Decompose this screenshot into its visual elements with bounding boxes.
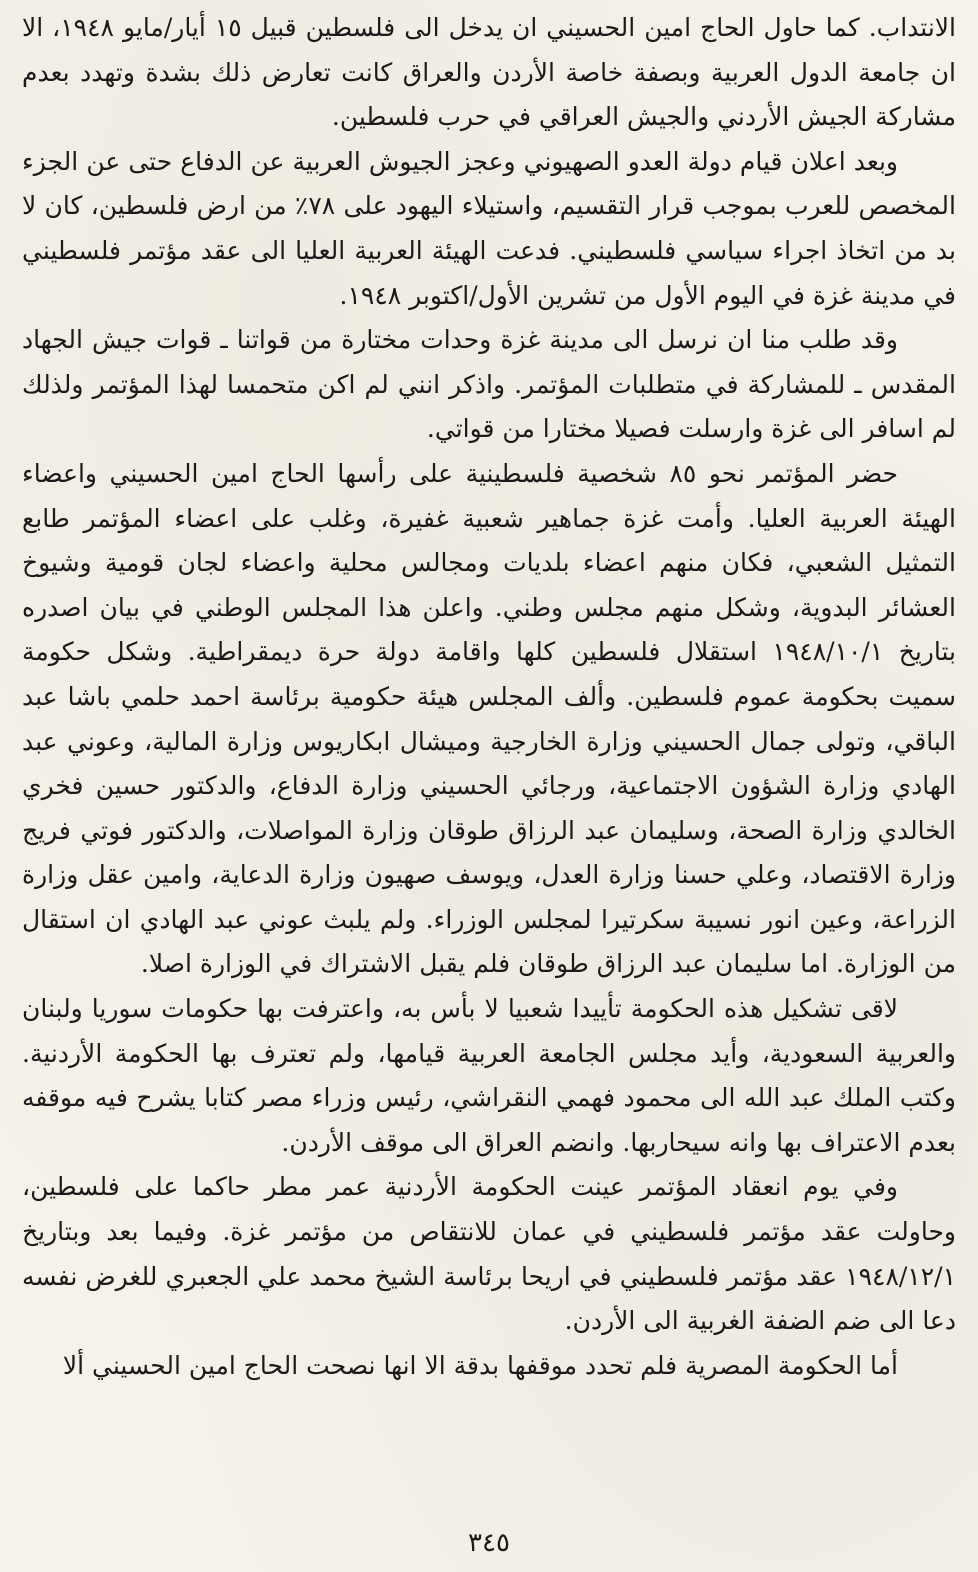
page-number: ٣٤٥ (468, 1528, 510, 1558)
paragraph-3: وقد طلب منا ان نرسل الى مدينة غزة وحدات مختارة من قواتنا ـ قوات جيش الجهاد المقدس ـ للمشاركة في متطلبات المؤتمر. واذكر انني لم اكن متحمسا لهذا المؤتمر ولذلك لم اسافر الى غزة وارسلت فصيلا مختارا من قواتي. (22, 325, 956, 444)
paragraph-7: أما الحكومة المصرية فلم تحدد موقفها بدقة الا انها نصحت الحاج امين الحسيني ألا (62, 1350, 898, 1380)
paragraph-6: وفي يوم انعقاد المؤتمر عينت الحكومة الأردنية عمر مطر حاكما على فلسطين، وحاولت عقد مؤتمر فلسطيني في عمان للانتقاص من مؤتمر غزة. وفيما بعد وبتاريخ ١٩٤٨/١٢/١ عقد مؤتمر فلسطيني في اريحا برئاسة الشيخ محمد علي الجعبري للغرض نفسه دعا الى ضم الضفة الغربية الى الأردن. (22, 1172, 956, 1336)
paragraph-1: الانتداب. كما حاول الحاج امين الحسيني ان يدخل الى فلسطين قبيل ١٥ أيار/مايو ١٩٤٨، الا ان جامعة الدول العربية وبصفة خاصة الأردن والعراق كانت تعارض ذلك بشدة وتهدد بعدم مشاركة الجيش الأردني والجيش العراقي في حرب فلسطين. (22, 13, 956, 132)
paragraph-5: لاقى تشكيل هذه الحكومة تأييدا شعبيا لا بأس به، واعترفت بها حكومات سوريا ولبنان والعربية السعودية، وأيد مجلس الجامعة العربية قيامها، ولم تعترف بها الحكومة الأردنية. وكتب الملك عبد الله الى محمود فهمي النقراشي، رئيس وزراء مصر كتابا يشرح فيه موقفه بعدم الاعتراف بها وانه سيحاربها. وانضم العراق الى موقف الأردن. (22, 994, 956, 1157)
body-text (22, 6, 956, 1388)
paragraph-2: وبعد اعلان قيام دولة العدو الصهيوني وعجز الجيوش العربية عن الدفاع حتى عن الجزء المخصص للعرب بموجب قرار التقسيم، واستيلاء اليهود على ٧٨٪ من ارض فلسطين، كان لا بد من اتخاذ اجراء سياسي فلسطيني. فدعت الهيئة العربية العليا الى عقد مؤتمر فلسطيني في مدينة غزة في اليوم الأول من تشرين الأول/اكتوبر ١٩٤٨. (22, 146, 956, 310)
paragraph-4: حضر المؤتمر نحو ٨٥ شخصية فلسطينية على رأسها الحاج امين الحسيني واعضاء الهيئة العربية العليا. وأمت غزة جماهير شعبية غفيرة، وغلب على اعضاء المؤتمر طابع التمثيل الشعبي، فكان منهم اعضاء بلديات ومجالس محلية واعضاء لجان قومية وشيوخ العشائر البدوية، وشكل منهم مجلس وطني. واعلن هذا المجلس الوطني في بيان اصدره بتاريخ ١٩٤٨/١٠/١ استقلال فلسطين كلها واقامة دولة حرة ديمقراطية. وشكل حكومة سميت بحكومة عموم فلسطين. وألف المجلس هيئة حكومية برئاسة احمد حلمي باشا عبد الباقي، وتولى جمال الحسيني وزارة الخارجية وميشال ابكاريوس وزارة المالية، وعوني عبد الهادي وزارة الشؤون الاجتماعية، ورجائي الحسيني وزارة الدفاع، والدكتور حسين فخري الخالدي وزارة الصحة، وسليمان عبد الرزاق طوقان وزارة المواصلات، والدكتور فوتي فريج وزارة الاقتصاد، وعلي حسنا وزارة العدل، ويوسف صهيون وزارة الدعاية، وامين عقل وزارة الزراعة، وعين انور نسيبة سكرتيرا لمجلس الوزراء. ولم يلبث عوني عبد الهادي ان استقال من الوزارة. اما سليمان عبد الرزاق طوقان فلم يقبل الاشتراك في الوزارة اصلا. (22, 458, 956, 979)
